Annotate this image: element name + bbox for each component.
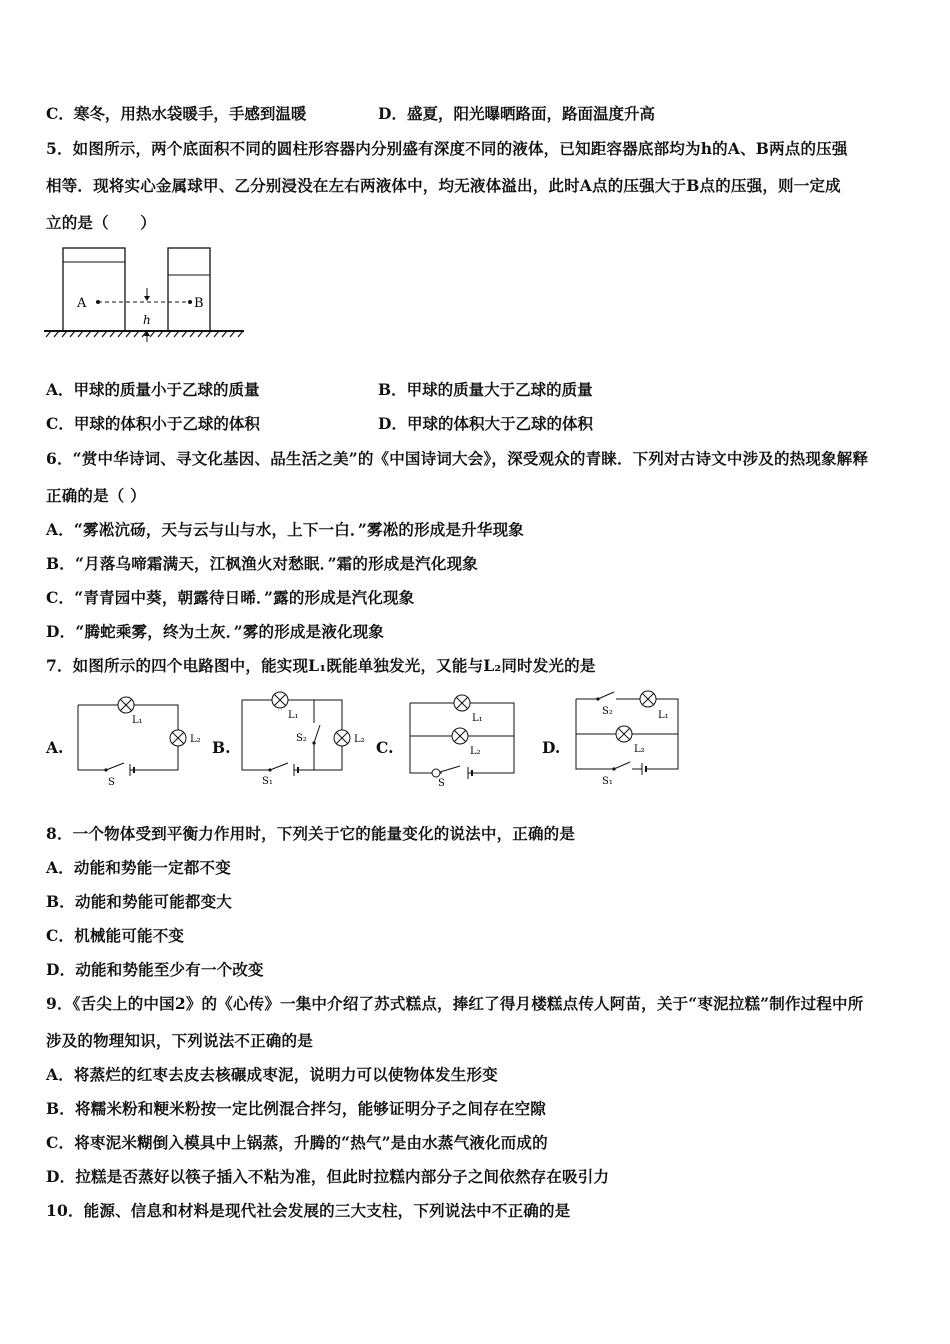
lamp1-label: L₁: [288, 710, 299, 721]
prev-option-c: C．寒冬，用热水袋暖手，手感到温暖: [46, 104, 307, 123]
q6-option-a[interactable]: A．“雾凇沆砀，天与云与山与水，上下一白．”雾凇的形成是升华现象: [46, 520, 525, 539]
switch1-label: S₁: [262, 776, 273, 787]
lamp-l1-icon: [640, 691, 656, 707]
switch1-icon: [268, 763, 288, 772]
q8-option-d[interactable]: D．动能和势能至少有一个改变: [46, 960, 264, 979]
switch2-label: S₂: [296, 733, 307, 744]
q7-option-d-label[interactable]: D.: [542, 738, 561, 757]
left-container: [63, 248, 125, 331]
q5-option-d[interactable]: D．甲球的体积大于乙球的体积: [378, 414, 593, 433]
q9-option-a[interactable]: A．将蒸烂的红枣去皮去核碾成枣泥，说明力可以使物体发生形变: [46, 1065, 498, 1084]
lamp-l2-icon: [334, 730, 350, 746]
switch2-icon: [596, 692, 614, 701]
q9-option-c[interactable]: C．将枣泥米糊倒入模具中上锅蒸，升腾的“热气”是由水蒸气液化而成的: [46, 1133, 548, 1152]
q6-option-b[interactable]: B．“月落乌啼霜满天，江枫渔火对愁眠．”霜的形成是汽化现象: [46, 554, 478, 573]
switch1-label: S: [108, 777, 115, 788]
q5-stem-line2: 相等．现将实心金属球甲、乙分别浸没在左右两液体中，均无液体溢出，此时A点的压强大于B点的压强，则一定成: [46, 176, 841, 195]
lamp2-label: L₂: [634, 744, 645, 755]
q9-option-d[interactable]: D．拉糕是否蒸好以筷子插入不粘为准，但此时拉糕内部分子之间依然存在吸引力: [46, 1167, 610, 1186]
switch1-label: S: [438, 778, 445, 788]
prev-option-d: D．盛夏，阳光曝晒路面，路面温度升高: [378, 104, 655, 123]
switch2-label: S₂: [602, 706, 613, 717]
q5-option-c[interactable]: C．甲球的体积小于乙球的体积: [46, 414, 260, 433]
q7-stem: 7．如图所示的四个电路图中，能实现L₁既能单独发光，又能与L₂同时发光的是: [46, 656, 596, 675]
q8-option-c[interactable]: C．机械能可能不变: [46, 926, 185, 945]
label-h: h: [143, 313, 151, 327]
q7-option-c-label[interactable]: C.: [376, 738, 394, 757]
switch-icon: [104, 763, 124, 772]
point-a: [96, 300, 100, 304]
lamp-l1-icon: [454, 695, 470, 711]
q5-stem-line3: 立的是（ ）: [46, 213, 156, 232]
q10-stem: 10．能源、信息和材料是现代社会发展的三大支柱，下列说法中不正确的是: [46, 1201, 571, 1220]
lamp1-label: L₁: [132, 715, 143, 726]
q7-option-b-label[interactable]: B.: [212, 738, 231, 757]
lamp-l2-icon: [616, 726, 632, 742]
q5-stem-line1: 5．如图所示，两个底面积不同的圆柱形容器内分别盛有深度不同的液体，已知距容器底部均为h的A、B两点的压强: [46, 139, 848, 158]
battery-icon: [642, 763, 646, 775]
lamp-l2-icon: [452, 728, 468, 744]
q8-option-b[interactable]: B．动能和势能可能都变大: [46, 892, 233, 911]
switch2-icon: [312, 725, 320, 745]
q7-circuit-a[interactable]: [70, 690, 210, 790]
q7-circuit-d[interactable]: [568, 684, 693, 788]
q9-option-b[interactable]: B．将糯米粉和粳米粉按一定比例混合拌匀，能够证明分子之间存在空隙: [46, 1099, 547, 1118]
q8-stem: 8．一个物体受到平衡力作用时，下列关于它的能量变化的说法中，正确的是: [46, 824, 576, 843]
q6-stem-line1: 6．“赏中华诗词、寻文化基因、品生活之美”的《中国诗词大会》，深受观众的青睐．下列对古诗文中涉及的热现象解释: [46, 449, 869, 468]
q6-stem-line2: 正确的是（ ）: [46, 486, 146, 505]
q5-option-a[interactable]: A．甲球的质量小于乙球的质量: [46, 380, 260, 399]
lamp-l1-icon: [118, 697, 134, 713]
switch1-label: S₁: [602, 776, 613, 787]
q6-option-c[interactable]: C．“青青园中葵，朝露待日晞．”露的形成是汽化现象: [46, 588, 415, 607]
right-container: [168, 248, 210, 331]
q5-option-b[interactable]: B．甲球的质量大于乙球的质量: [378, 380, 593, 399]
q5-container-figure: [40, 240, 250, 350]
q7-option-a-label[interactable]: A.: [46, 738, 64, 757]
lamp1-label: L₁: [658, 710, 669, 721]
q6-option-d[interactable]: D．“腾蛇乘雾，终为土灰．”雾的形成是液化现象: [46, 622, 385, 641]
lamp2-label: L₂: [470, 746, 481, 757]
q9-stem-line2: 涉及的物理知识，下列说法不正确的是: [46, 1031, 313, 1050]
q9-stem-line1: 9．《舌尖上的中国2》的《心传》一集中介绍了苏式糕点，捧红了得月楼糕点传人阿苗，关于“枣泥拉糕”制作过程中所: [46, 994, 864, 1013]
lamp-l2-icon: [170, 730, 186, 746]
q7-circuit-b[interactable]: [234, 685, 374, 790]
label-a: A: [77, 296, 87, 311]
q7-circuit-c[interactable]: [402, 688, 532, 788]
q8-option-a[interactable]: A．动能和势能一定都不变: [46, 858, 231, 877]
lamp-l1-icon: [272, 692, 288, 708]
lamp1-label: L₁: [472, 713, 483, 724]
switch-icon: [432, 766, 460, 777]
lamp2-label: L₂: [354, 734, 365, 745]
switch1-icon: [612, 762, 630, 771]
point-b: [188, 300, 192, 304]
lamp2-label: L₂: [190, 734, 201, 745]
label-b: B: [194, 296, 204, 311]
